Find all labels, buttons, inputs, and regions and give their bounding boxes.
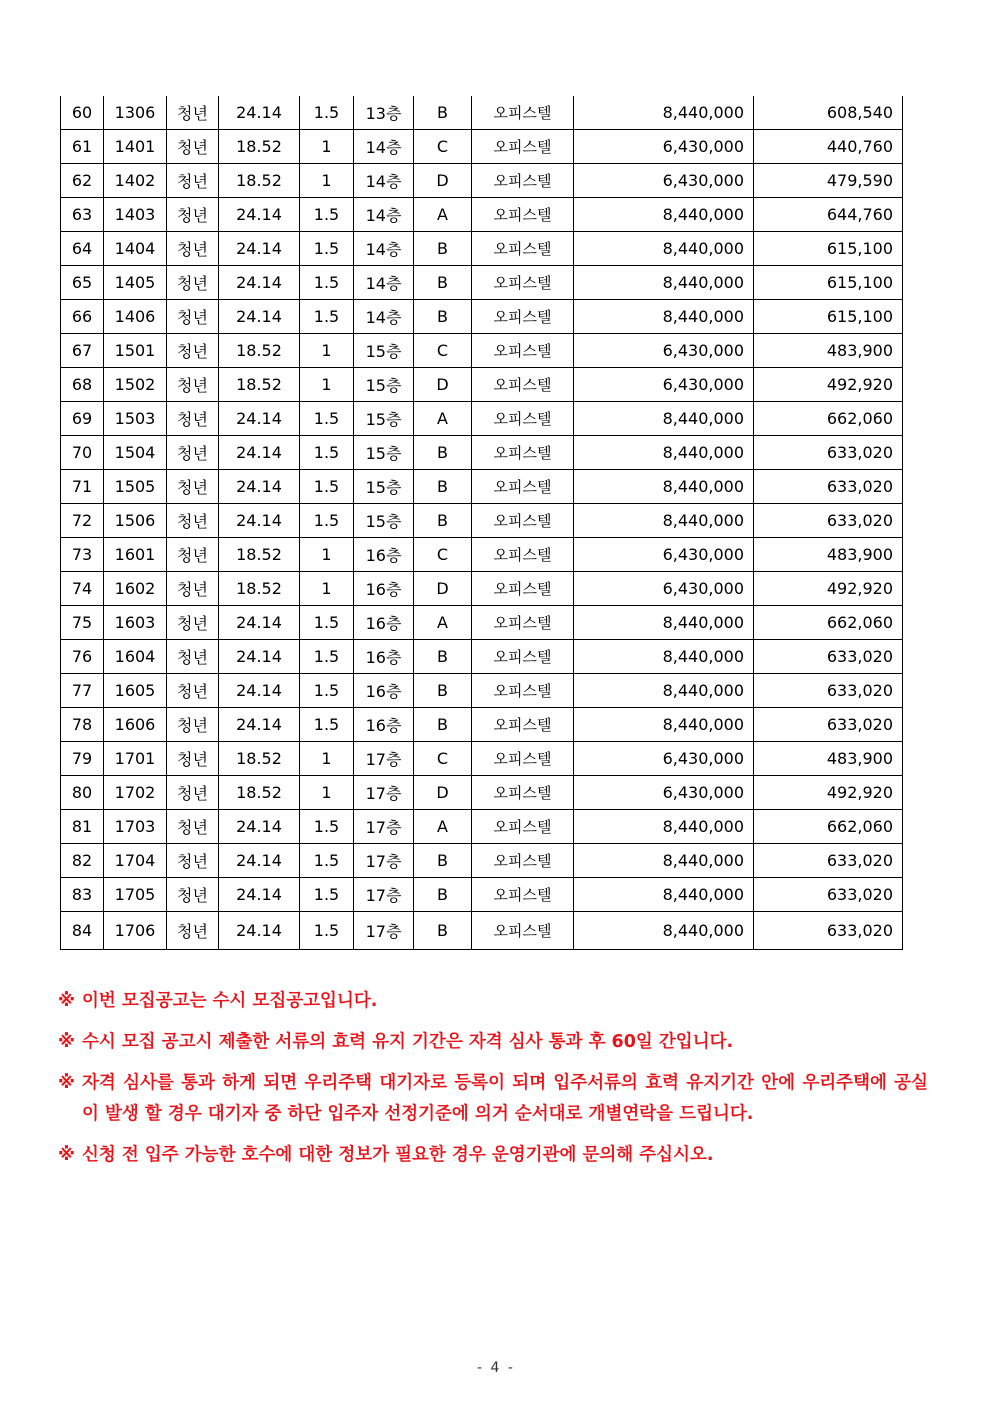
applicant-type-cell: 청년 xyxy=(167,912,219,950)
area-cell: 24.14 xyxy=(219,810,300,844)
building-type-cell: 오피스텔 xyxy=(472,402,574,436)
unit-number-cell: 1401 xyxy=(104,130,167,164)
floor-cell: 16층 xyxy=(354,538,414,572)
deposit-cell: 6,430,000 xyxy=(574,742,754,776)
applicant-type-cell: 청년 xyxy=(167,708,219,742)
deposit-cell: 8,440,000 xyxy=(574,844,754,878)
unit-type-cell: A xyxy=(414,810,472,844)
row-number-cell: 60 xyxy=(61,96,104,130)
deposit-cell: 8,440,000 xyxy=(574,436,754,470)
area-cell: 24.14 xyxy=(219,436,300,470)
room-count-cell: 1.5 xyxy=(300,96,354,130)
room-count-cell: 1 xyxy=(300,572,354,606)
deposit-cell: 8,440,000 xyxy=(574,810,754,844)
table-row xyxy=(61,232,903,266)
row-number-cell: 71 xyxy=(61,470,104,504)
unit-number-cell: 1603 xyxy=(104,606,167,640)
building-type-cell: 오피스텔 xyxy=(472,810,574,844)
monthly-rent-cell: 662,060 xyxy=(754,606,903,640)
room-count-cell: 1.5 xyxy=(300,640,354,674)
unit-type-cell: A xyxy=(414,606,472,640)
notice-text: 이번 모집공고는 수시 모집공고입니다. xyxy=(82,991,378,1011)
monthly-rent-cell: 608,540 xyxy=(754,96,903,130)
unit-type-cell: D xyxy=(414,164,472,198)
room-count-cell: 1.5 xyxy=(300,232,354,266)
table-row xyxy=(61,300,903,334)
area-cell: 24.14 xyxy=(219,844,300,878)
area-cell: 24.14 xyxy=(219,96,300,130)
unit-type-cell: B xyxy=(414,708,472,742)
table-row xyxy=(61,606,903,640)
unit-number-cell: 1505 xyxy=(104,470,167,504)
row-number-cell: 66 xyxy=(61,300,104,334)
row-number-cell: 67 xyxy=(61,334,104,368)
area-cell: 24.14 xyxy=(219,402,300,436)
applicant-type-cell: 청년 xyxy=(167,640,219,674)
table-row xyxy=(61,776,903,810)
unit-number-cell: 1702 xyxy=(104,776,167,810)
area-cell: 24.14 xyxy=(219,198,300,232)
table-row xyxy=(61,470,903,504)
unit-type-cell: B xyxy=(414,844,472,878)
applicant-type-cell: 청년 xyxy=(167,130,219,164)
room-count-cell: 1 xyxy=(300,130,354,164)
row-number-cell: 76 xyxy=(61,640,104,674)
area-cell: 18.52 xyxy=(219,164,300,198)
area-cell: 24.14 xyxy=(219,470,300,504)
building-type-cell: 오피스텔 xyxy=(472,96,574,130)
floor-cell: 17층 xyxy=(354,878,414,912)
monthly-rent-cell: 492,920 xyxy=(754,368,903,402)
applicant-type-cell: 청년 xyxy=(167,334,219,368)
unit-type-cell: B xyxy=(414,232,472,266)
applicant-type-cell: 청년 xyxy=(167,606,219,640)
room-count-cell: 1.5 xyxy=(300,504,354,538)
table-row xyxy=(61,538,903,572)
unit-type-cell: B xyxy=(414,300,472,334)
area-cell: 18.52 xyxy=(219,776,300,810)
room-count-cell: 1.5 xyxy=(300,436,354,470)
reference-mark: ※ xyxy=(58,1145,76,1165)
unit-type-cell: B xyxy=(414,470,472,504)
unit-number-cell: 1703 xyxy=(104,810,167,844)
floor-cell: 14층 xyxy=(354,164,414,198)
deposit-cell: 6,430,000 xyxy=(574,572,754,606)
row-number-cell: 84 xyxy=(61,912,104,950)
area-cell: 24.14 xyxy=(219,708,300,742)
building-type-cell: 오피스텔 xyxy=(472,674,574,708)
page-number: - 4 - xyxy=(477,1360,515,1376)
floor-cell: 16층 xyxy=(354,640,414,674)
applicant-type-cell: 청년 xyxy=(167,300,219,334)
area-cell: 18.52 xyxy=(219,742,300,776)
deposit-cell: 8,440,000 xyxy=(574,674,754,708)
floor-cell: 14층 xyxy=(354,300,414,334)
table-row xyxy=(61,130,903,164)
deposit-cell: 8,440,000 xyxy=(574,912,754,950)
area-cell: 24.14 xyxy=(219,266,300,300)
row-number-cell: 62 xyxy=(61,164,104,198)
room-count-cell: 1 xyxy=(300,776,354,810)
applicant-type-cell: 청년 xyxy=(167,198,219,232)
deposit-cell: 6,430,000 xyxy=(574,776,754,810)
unit-type-cell: B xyxy=(414,878,472,912)
area-cell: 24.14 xyxy=(219,606,300,640)
table-row xyxy=(61,674,903,708)
applicant-type-cell: 청년 xyxy=(167,776,219,810)
building-type-cell: 오피스텔 xyxy=(472,776,574,810)
unit-type-cell: B xyxy=(414,674,472,708)
floor-cell: 17층 xyxy=(354,844,414,878)
deposit-cell: 8,440,000 xyxy=(574,708,754,742)
floor-cell: 17층 xyxy=(354,742,414,776)
table-row xyxy=(61,878,903,912)
table-row xyxy=(61,742,903,776)
applicant-type-cell: 청년 xyxy=(167,96,219,130)
building-type-cell: 오피스텔 xyxy=(472,742,574,776)
row-number-cell: 83 xyxy=(61,878,104,912)
monthly-rent-cell: 633,020 xyxy=(754,640,903,674)
row-number-cell: 70 xyxy=(61,436,104,470)
area-cell: 24.14 xyxy=(219,640,300,674)
building-type-cell: 오피스텔 xyxy=(472,266,574,300)
table-row xyxy=(61,572,903,606)
unit-number-cell: 1704 xyxy=(104,844,167,878)
building-type-cell: 오피스텔 xyxy=(472,368,574,402)
applicant-type-cell: 청년 xyxy=(167,402,219,436)
unit-type-cell: A xyxy=(414,402,472,436)
unit-type-cell: B xyxy=(414,266,472,300)
notice-item xyxy=(58,1068,928,1130)
monthly-rent-cell: 633,020 xyxy=(754,844,903,878)
room-count-cell: 1.5 xyxy=(300,878,354,912)
unit-number-cell: 1606 xyxy=(104,708,167,742)
building-type-cell: 오피스텔 xyxy=(472,640,574,674)
unit-type-cell: B xyxy=(414,912,472,950)
unit-type-cell: C xyxy=(414,334,472,368)
applicant-type-cell: 청년 xyxy=(167,674,219,708)
unit-type-cell: C xyxy=(414,130,472,164)
deposit-cell: 8,440,000 xyxy=(574,470,754,504)
building-type-cell: 오피스텔 xyxy=(472,130,574,164)
deposit-cell: 8,440,000 xyxy=(574,198,754,232)
applicant-type-cell: 청년 xyxy=(167,232,219,266)
applicant-type-cell: 청년 xyxy=(167,572,219,606)
building-type-cell: 오피스텔 xyxy=(472,232,574,266)
area-cell: 18.52 xyxy=(219,368,300,402)
deposit-cell: 8,440,000 xyxy=(574,300,754,334)
monthly-rent-cell: 633,020 xyxy=(754,504,903,538)
notice-text: 수시 모집 공고시 제출한 서류의 효력 유지 기간은 자격 심사 통과 후 60일 간입니다. xyxy=(82,1032,734,1052)
monthly-rent-cell: 633,020 xyxy=(754,674,903,708)
row-number-cell: 63 xyxy=(61,198,104,232)
unit-number-cell: 1602 xyxy=(104,572,167,606)
room-count-cell: 1 xyxy=(300,334,354,368)
table-row xyxy=(61,844,903,878)
unit-number-cell: 1403 xyxy=(104,198,167,232)
row-number-cell: 75 xyxy=(61,606,104,640)
floor-cell: 16층 xyxy=(354,708,414,742)
monthly-rent-cell: 662,060 xyxy=(754,810,903,844)
monthly-rent-cell: 644,760 xyxy=(754,198,903,232)
area-cell: 18.52 xyxy=(219,572,300,606)
monthly-rent-cell: 633,020 xyxy=(754,878,903,912)
floor-cell: 14층 xyxy=(354,198,414,232)
floor-cell: 15층 xyxy=(354,402,414,436)
floor-cell: 16층 xyxy=(354,572,414,606)
notice-item xyxy=(58,1140,928,1171)
building-type-cell: 오피스텔 xyxy=(472,504,574,538)
unit-type-cell: D xyxy=(414,368,472,402)
deposit-cell: 6,430,000 xyxy=(574,538,754,572)
deposit-cell: 6,430,000 xyxy=(574,130,754,164)
notice-text: 자격 심사를 통과 하게 되면 우리주택 대기자로 등록이 되며 입주서류의 효력 유지기간 안에 우리주택에 공실이 발생 할 경우 대기자 중 하단 입주자 선정기준에 의거 순서대로 개별연락을 드립니다. xyxy=(82,1073,928,1124)
room-count-cell: 1.5 xyxy=(300,300,354,334)
unit-type-cell: B xyxy=(414,96,472,130)
building-type-cell: 오피스텔 xyxy=(472,606,574,640)
area-cell: 24.14 xyxy=(219,504,300,538)
applicant-type-cell: 청년 xyxy=(167,844,219,878)
deposit-cell: 8,440,000 xyxy=(574,640,754,674)
room-count-cell: 1.5 xyxy=(300,402,354,436)
area-cell: 24.14 xyxy=(219,912,300,950)
unit-type-cell: C xyxy=(414,742,472,776)
monthly-rent-cell: 662,060 xyxy=(754,402,903,436)
unit-number-cell: 1503 xyxy=(104,402,167,436)
floor-cell: 14층 xyxy=(354,130,414,164)
row-number-cell: 61 xyxy=(61,130,104,164)
row-number-cell: 79 xyxy=(61,742,104,776)
monthly-rent-cell: 633,020 xyxy=(754,708,903,742)
unit-number-cell: 1306 xyxy=(104,96,167,130)
room-count-cell: 1 xyxy=(300,368,354,402)
deposit-cell: 8,440,000 xyxy=(574,232,754,266)
room-count-cell: 1.5 xyxy=(300,844,354,878)
area-cell: 24.14 xyxy=(219,674,300,708)
monthly-rent-cell: 615,100 xyxy=(754,266,903,300)
monthly-rent-cell: 479,590 xyxy=(754,164,903,198)
floor-cell: 13층 xyxy=(354,96,414,130)
building-type-cell: 오피스텔 xyxy=(472,912,574,950)
building-type-cell: 오피스텔 xyxy=(472,164,574,198)
table-row xyxy=(61,504,903,538)
building-type-cell: 오피스텔 xyxy=(472,844,574,878)
room-count-cell: 1.5 xyxy=(300,810,354,844)
room-count-cell: 1.5 xyxy=(300,266,354,300)
table-row xyxy=(61,436,903,470)
unit-table xyxy=(60,96,903,950)
unit-number-cell: 1605 xyxy=(104,674,167,708)
deposit-cell: 8,440,000 xyxy=(574,878,754,912)
deposit-cell: 6,430,000 xyxy=(574,334,754,368)
building-type-cell: 오피스텔 xyxy=(472,300,574,334)
floor-cell: 16층 xyxy=(354,606,414,640)
monthly-rent-cell: 615,100 xyxy=(754,232,903,266)
monthly-rent-cell: 633,020 xyxy=(754,436,903,470)
floor-cell: 17층 xyxy=(354,776,414,810)
applicant-type-cell: 청년 xyxy=(167,470,219,504)
monthly-rent-cell: 492,920 xyxy=(754,776,903,810)
room-count-cell: 1.5 xyxy=(300,470,354,504)
room-count-cell: 1.5 xyxy=(300,606,354,640)
deposit-cell: 8,440,000 xyxy=(574,402,754,436)
row-number-cell: 73 xyxy=(61,538,104,572)
notice-item xyxy=(58,986,928,1017)
unit-number-cell: 1506 xyxy=(104,504,167,538)
deposit-cell: 6,430,000 xyxy=(574,368,754,402)
area-cell: 18.52 xyxy=(219,334,300,368)
applicant-type-cell: 청년 xyxy=(167,810,219,844)
deposit-cell: 8,440,000 xyxy=(574,606,754,640)
floor-cell: 17층 xyxy=(354,912,414,950)
floor-cell: 16층 xyxy=(354,674,414,708)
floor-cell: 15층 xyxy=(354,436,414,470)
table-row xyxy=(61,912,903,950)
applicant-type-cell: 청년 xyxy=(167,436,219,470)
building-type-cell: 오피스텔 xyxy=(472,708,574,742)
unit-type-cell: A xyxy=(414,198,472,232)
row-number-cell: 82 xyxy=(61,844,104,878)
notice-item xyxy=(58,1027,928,1058)
unit-number-cell: 1701 xyxy=(104,742,167,776)
monthly-rent-cell: 483,900 xyxy=(754,742,903,776)
table-row xyxy=(61,334,903,368)
row-number-cell: 81 xyxy=(61,810,104,844)
reference-mark: ※ xyxy=(58,1073,76,1093)
building-type-cell: 오피스텔 xyxy=(472,436,574,470)
applicant-type-cell: 청년 xyxy=(167,504,219,538)
applicant-type-cell: 청년 xyxy=(167,266,219,300)
monthly-rent-cell: 615,100 xyxy=(754,300,903,334)
monthly-rent-cell: 440,760 xyxy=(754,130,903,164)
notice-text: 신청 전 입주 가능한 호수에 대한 정보가 필요한 경우 운영기관에 문의해 주십시오. xyxy=(82,1145,714,1165)
monthly-rent-cell: 492,920 xyxy=(754,572,903,606)
table-row xyxy=(61,266,903,300)
area-cell: 24.14 xyxy=(219,300,300,334)
table-row xyxy=(61,810,903,844)
unit-type-cell: C xyxy=(414,538,472,572)
area-cell: 24.14 xyxy=(219,232,300,266)
deposit-cell: 8,440,000 xyxy=(574,96,754,130)
row-number-cell: 77 xyxy=(61,674,104,708)
floor-cell: 15층 xyxy=(354,470,414,504)
room-count-cell: 1 xyxy=(300,164,354,198)
table-row xyxy=(61,368,903,402)
row-number-cell: 78 xyxy=(61,708,104,742)
unit-number-cell: 1501 xyxy=(104,334,167,368)
row-number-cell: 64 xyxy=(61,232,104,266)
floor-cell: 17층 xyxy=(354,810,414,844)
monthly-rent-cell: 633,020 xyxy=(754,912,903,950)
area-cell: 18.52 xyxy=(219,130,300,164)
room-count-cell: 1.5 xyxy=(300,674,354,708)
reference-mark: ※ xyxy=(58,991,76,1011)
monthly-rent-cell: 483,900 xyxy=(754,538,903,572)
row-number-cell: 69 xyxy=(61,402,104,436)
unit-number-cell: 1504 xyxy=(104,436,167,470)
unit-number-cell: 1604 xyxy=(104,640,167,674)
floor-cell: 15층 xyxy=(354,504,414,538)
area-cell: 18.52 xyxy=(219,538,300,572)
unit-type-cell: B xyxy=(414,640,472,674)
building-type-cell: 오피스텔 xyxy=(472,572,574,606)
reference-mark: ※ xyxy=(58,1032,76,1052)
table-row xyxy=(61,640,903,674)
row-number-cell: 74 xyxy=(61,572,104,606)
row-number-cell: 68 xyxy=(61,368,104,402)
building-type-cell: 오피스텔 xyxy=(472,334,574,368)
table-row xyxy=(61,402,903,436)
unit-type-cell: B xyxy=(414,436,472,470)
unit-type-cell: D xyxy=(414,572,472,606)
notice-section xyxy=(58,986,928,1181)
unit-number-cell: 1601 xyxy=(104,538,167,572)
table-row xyxy=(61,198,903,232)
row-number-cell: 65 xyxy=(61,266,104,300)
unit-number-cell: 1502 xyxy=(104,368,167,402)
monthly-rent-cell: 483,900 xyxy=(754,334,903,368)
applicant-type-cell: 청년 xyxy=(167,742,219,776)
row-number-cell: 72 xyxy=(61,504,104,538)
building-type-cell: 오피스텔 xyxy=(472,198,574,232)
room-count-cell: 1.5 xyxy=(300,708,354,742)
room-count-cell: 1 xyxy=(300,538,354,572)
monthly-rent-cell: 633,020 xyxy=(754,470,903,504)
deposit-cell: 8,440,000 xyxy=(574,504,754,538)
table-row xyxy=(61,96,903,130)
floor-cell: 14층 xyxy=(354,266,414,300)
applicant-type-cell: 청년 xyxy=(167,538,219,572)
applicant-type-cell: 청년 xyxy=(167,164,219,198)
room-count-cell: 1.5 xyxy=(300,198,354,232)
floor-cell: 14층 xyxy=(354,232,414,266)
unit-type-cell: B xyxy=(414,504,472,538)
floor-cell: 15층 xyxy=(354,334,414,368)
building-type-cell: 오피스텔 xyxy=(472,538,574,572)
room-count-cell: 1.5 xyxy=(300,912,354,950)
row-number-cell: 80 xyxy=(61,776,104,810)
area-cell: 24.14 xyxy=(219,878,300,912)
deposit-cell: 6,430,000 xyxy=(574,164,754,198)
table-row xyxy=(61,164,903,198)
unit-number-cell: 1705 xyxy=(104,878,167,912)
unit-number-cell: 1406 xyxy=(104,300,167,334)
unit-number-cell: 1402 xyxy=(104,164,167,198)
applicant-type-cell: 청년 xyxy=(167,368,219,402)
unit-type-cell: D xyxy=(414,776,472,810)
deposit-cell: 8,440,000 xyxy=(574,266,754,300)
table-row xyxy=(61,708,903,742)
unit-number-cell: 1404 xyxy=(104,232,167,266)
building-type-cell: 오피스텔 xyxy=(472,878,574,912)
unit-number-cell: 1405 xyxy=(104,266,167,300)
applicant-type-cell: 청년 xyxy=(167,878,219,912)
room-count-cell: 1 xyxy=(300,742,354,776)
unit-number-cell: 1706 xyxy=(104,912,167,950)
building-type-cell: 오피스텔 xyxy=(472,470,574,504)
floor-cell: 15층 xyxy=(354,368,414,402)
